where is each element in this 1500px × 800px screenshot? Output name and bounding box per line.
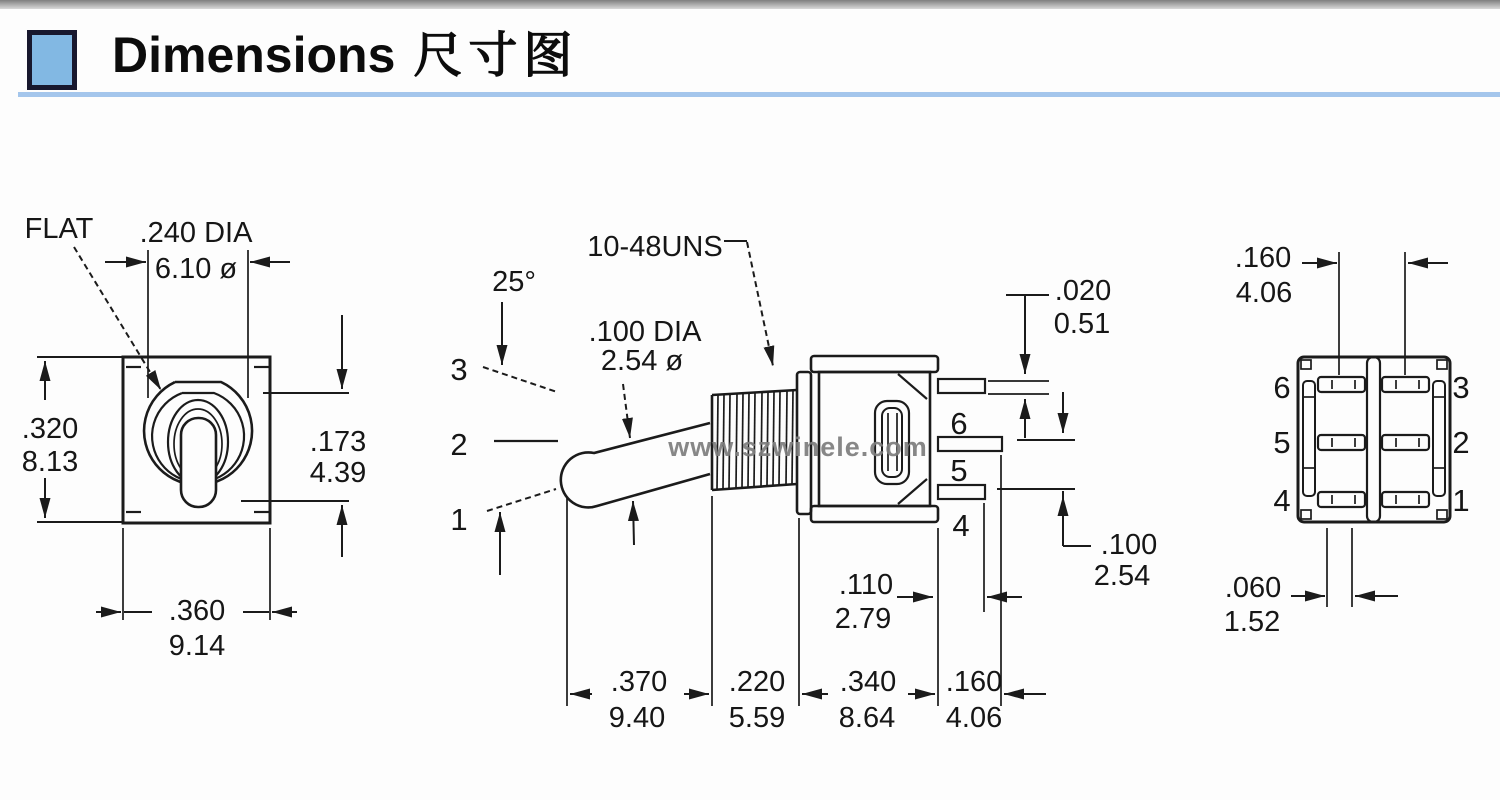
row-pitch-inch: .100 xyxy=(1100,529,1158,561)
body-top-flange xyxy=(811,356,938,372)
left-side-tab xyxy=(1303,381,1315,496)
lever-dia-inch: .100 DIA xyxy=(588,316,702,348)
pin-5 xyxy=(938,437,1002,451)
bottom-pin1-label: 1 xyxy=(1452,483,1470,518)
lever-len-mm: 9.40 xyxy=(608,702,666,734)
position-2-label: 2 xyxy=(450,427,468,462)
bottom-pin5-label: 5 xyxy=(1273,425,1291,460)
side-pin4-label: 4 xyxy=(952,508,970,543)
bottom-body-outline xyxy=(1298,357,1450,522)
pin-ext-inch: .160 xyxy=(945,666,1003,698)
side-view xyxy=(450,231,1157,734)
bottom-pin3-label: 3 xyxy=(1452,370,1470,405)
bottom-pin2-label: 2 xyxy=(1452,425,1470,460)
front-height-mm: 8.13 xyxy=(21,446,79,478)
pin-6 xyxy=(938,379,985,393)
front-width-mm: 9.14 xyxy=(168,630,226,662)
front-dia-inch: .240 DIA xyxy=(139,217,253,249)
front-offset-mm: 4.39 xyxy=(309,457,367,489)
front-view xyxy=(22,213,366,662)
bottom-center-slot xyxy=(1367,357,1380,522)
pin-thick-mm: 0.51 xyxy=(1053,308,1111,340)
bushing-inch: .220 xyxy=(728,666,786,698)
pin-thick-inch: .020 xyxy=(1054,275,1112,307)
row-pitch-mm: 2.54 xyxy=(1093,560,1151,592)
bushing-mm: 5.59 xyxy=(728,702,786,734)
body-bottom-flange xyxy=(811,506,938,522)
right-side-tab xyxy=(1433,381,1445,496)
body-width-mm: 8.64 xyxy=(838,702,896,734)
title-chinese: 尺寸图 xyxy=(413,29,579,83)
col-pitch-mm: 4.06 xyxy=(1235,277,1293,309)
pin-len-mm: 2.79 xyxy=(834,603,892,635)
col-pitch-inch: .160 xyxy=(1234,242,1292,274)
pin-width-mm: 1.52 xyxy=(1223,606,1281,638)
bottom-pin4-label: 4 xyxy=(1273,483,1291,518)
bottom-pin6-label: 6 xyxy=(1273,370,1291,405)
toggle-tip xyxy=(181,418,216,507)
thread-spec: 10-48UNS xyxy=(587,231,723,263)
lever-dia-mm: 2.54 ø xyxy=(600,345,684,377)
body-width-inch: .340 xyxy=(839,666,897,698)
front-height-inch: .320 xyxy=(21,413,79,445)
pin-ext-mm: 4.06 xyxy=(945,702,1003,734)
front-dia-mm: 6.10 ø xyxy=(154,253,238,285)
throw-angle: 25° xyxy=(492,266,536,298)
front-width-inch: .360 xyxy=(168,595,226,627)
title-english: Dimensions xyxy=(112,27,396,83)
pin-width-inch: .060 xyxy=(1224,572,1282,604)
side-pin5-label: 5 xyxy=(950,453,968,488)
side-pin6-label: 6 xyxy=(950,406,968,441)
flat-label: FLAT xyxy=(24,213,94,245)
position-3-label: 3 xyxy=(450,352,468,387)
pin-len-inch: .110 xyxy=(838,569,894,601)
bottom-pins xyxy=(1318,377,1429,507)
watermark: www.szwinele.com xyxy=(668,432,928,462)
position-1-label: 1 xyxy=(450,502,468,537)
bottom-view xyxy=(1224,242,1470,638)
lever-len-inch: .370 xyxy=(610,666,668,698)
front-offset-inch: .173 xyxy=(309,426,367,458)
